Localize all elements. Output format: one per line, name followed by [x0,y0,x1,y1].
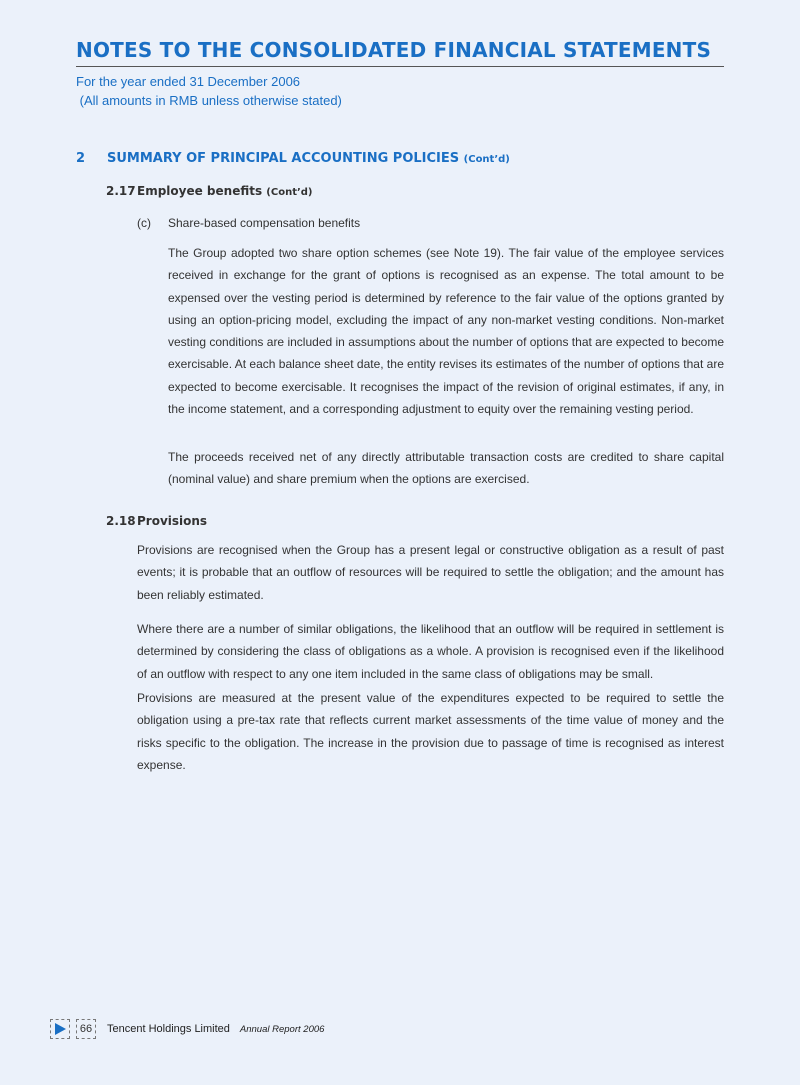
subtitle-period: For the year ended 31 December 2006 [76,74,301,89]
item-heading-c [137,216,360,230]
footer-company: Tencent Holdings Limited [107,1023,230,1035]
header-divider [76,66,724,67]
item-title: Share-based compensation benefits [168,216,361,230]
page-footer [50,1018,324,1040]
play-triangle-icon [50,1019,70,1039]
section-heading [76,151,510,166]
subsection-number: 2.17 [106,184,136,198]
paragraph-share-options: The Group adopted two share option schemes (see Note 19). The fair value of the employee services received in exchange for the grant of options is recognised as an expense. The total amount to be expensed over the vesting period is determined by reference to the fair value of the options granted by using an option-pricing model, excluding the impact of any non-market vesting conditions. Non-market vesting conditions are included in assumptions about the number of options that are expected to become exercisable. At each balance sheet date, the entity revises its estimates of the number of options that are expected to become exercisable. It recognises the impact of the revision of original estimates, if any, in the income statement, and a corresponding adjustment to equity over the remaining vesting period. [168,246,724,417]
footer-report-title: Annual Report 2006 [239,1023,325,1035]
subsection-number: 2.18 [106,514,136,528]
section-title: SUMMARY OF PRINCIPAL ACCOUNTING POLICIES [107,151,460,166]
section-number: 2 [76,151,86,166]
page-title: NOTES TO THE CONSOLIDATED FINANCIAL STATEMENTS [76,38,712,62]
section-contd: (Cont’d) [463,154,510,165]
page-number: 66 [76,1019,96,1039]
subtitle-currency-note: (All amounts in RMB unless otherwise stated) [76,93,342,108]
subsection-title: Provisions [137,514,208,528]
subsection-heading-2-17 [106,184,313,198]
item-marker: (c) [137,216,151,230]
paragraph-similar-obligations: Where there are a number of similar obligations, the likelihood that an outflow will be required in settlement is determined by considering the class of obligations as a whole. A provision is recognised even if the likelihood of an outflow with respect to any one item included in the same class of obligations may be small. [137,622,724,681]
subsection-title: Employee benefits [137,184,263,198]
paragraph-option-proceeds: The proceeds received net of any directly attributable transaction costs are credited to share capital (nominal value) and share premium when the options are exercised. [168,450,724,487]
page-subtitle [76,72,342,110]
subsection-heading-2-18 [106,514,207,528]
paragraph-provisions-measurement: Provisions are measured at the present value of the expenditures expected to be required to settle the obligation using a pre-tax rate that reflects current market assessments of the time value of money and the risks specific to the obligation. The increase in the provision due to passage of time is recognised as interest expense. [137,691,724,772]
subsection-contd: (Cont’d) [266,187,313,198]
paragraph-provisions-recognition: Provisions are recognised when the Group has a present legal or constructive obligation as a result of past events; it is probable that an outflow of resources will be required to settle the obligation; and the amount has been reliably estimated. [137,543,724,602]
